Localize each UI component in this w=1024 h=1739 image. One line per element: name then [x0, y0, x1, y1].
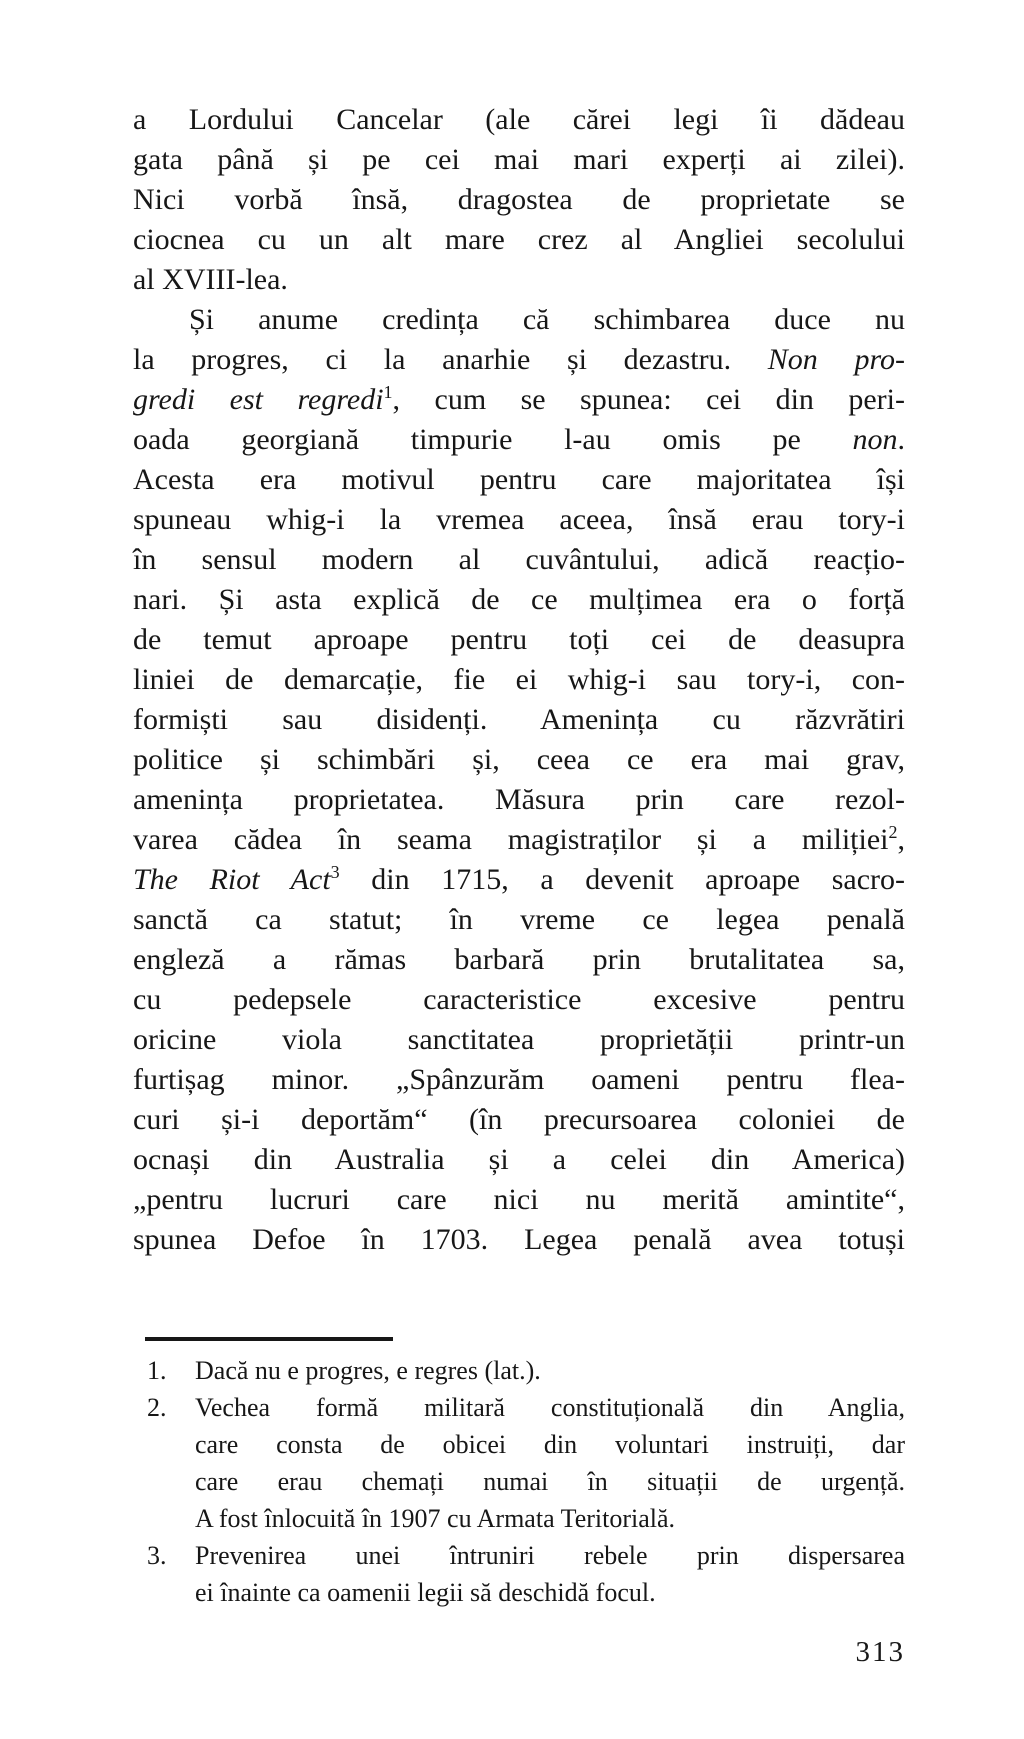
text-segment: oada georgiană timpurie l-au omis pe [133, 423, 853, 456]
text-segment: Nici vorbă însă, dragostea de proprietate se [133, 183, 905, 216]
text-segment: nari. Și asta explică de ce mulțimea era o forță [133, 583, 905, 616]
text-line [133, 500, 905, 540]
text-line [133, 540, 905, 580]
footnote-number: 1. [147, 1356, 167, 1385]
text-line [133, 820, 905, 860]
text-line [133, 860, 905, 900]
text-segment: . [897, 423, 905, 456]
footnote-divider [145, 1337, 393, 1341]
text-line [133, 140, 905, 180]
text-line [133, 380, 905, 420]
text-line [133, 220, 905, 260]
text-line [133, 1180, 905, 1220]
text-segment: la progres, ci la anarhie și dezastru. [133, 343, 768, 376]
footnote-reference: 3 [330, 862, 340, 882]
footnotes [133, 1352, 905, 1611]
italic-text-segment: gredi est regredi [133, 383, 384, 416]
text-segment: Prevenirea unei întruniri rebele prin dispersarea [195, 1541, 905, 1570]
text-segment: ocnași din Australia și a celei din America) [133, 1143, 905, 1176]
footnote [133, 1352, 905, 1389]
text-line [133, 180, 905, 220]
text-line [133, 580, 905, 620]
text-segment: cu pedepsele caracteristice excesive pentru [133, 983, 905, 1016]
text-line [133, 660, 905, 700]
text-segment: sanctă ca statut; în vreme ce legea penală [133, 903, 905, 936]
text-segment: amenința proprietatea. Măsura prin care rezol- [133, 783, 905, 816]
text-line [133, 1060, 905, 1100]
body-text [133, 100, 905, 1260]
text-segment: , cum se spunea: cei din peri- [392, 383, 905, 416]
text-segment: din 1715, a devenit aproape sacro- [339, 863, 905, 896]
italic-text-segment: Non pro- [767, 343, 906, 376]
text-line [133, 700, 905, 740]
text-line [133, 740, 905, 780]
text-segment: care consta de obicei din voluntari instruiți, dar [195, 1430, 905, 1459]
text-segment: Acesta era motivul pentru care majoritatea își [133, 463, 905, 496]
text-segment: spuneau whig-i la vremea aceea, însă erau tory-i [133, 503, 905, 536]
footnote-number: 2. [147, 1393, 167, 1422]
text-line [133, 940, 905, 980]
text-segment: politice și schimbări și, ceea ce era mai grav, [133, 743, 905, 776]
footnote [133, 1537, 905, 1611]
text-segment: care erau chemați numai în situații de urgență. [195, 1467, 905, 1496]
text-line [133, 100, 905, 140]
text-segment: a Lordului Cancelar (ale cărei legi îi dădeau [133, 103, 905, 136]
footnote-line [195, 1574, 905, 1611]
text-line [133, 900, 905, 940]
text-segment: ciocnea cu un alt mare crez al Angliei secolului [133, 223, 905, 256]
text-segment: varea cădea în seama magistraților și a miliției [133, 823, 889, 856]
italic-text-segment: The Riot Act [133, 863, 331, 896]
text-segment: ei înainte ca oamenii legii să deschidă focul. [195, 1578, 656, 1607]
footnote-line [195, 1537, 905, 1574]
footnote-line [195, 1500, 905, 1537]
text-segment: furtișag minor. „Spânzurăm oameni pentru flea- [133, 1063, 905, 1096]
text-line [133, 460, 905, 500]
text-line [133, 620, 905, 660]
text-segment: formiști sau disidenți. Amenința cu răzvrătiri [133, 703, 905, 736]
footnote-reference: 1 [383, 382, 393, 402]
text-segment: Dacă nu e progres, e regres (lat.). [195, 1356, 541, 1385]
italic-text-segment: non [852, 423, 898, 456]
text-line [133, 980, 905, 1020]
text-segment: Vechea formă militară constituțională din Anglia, [195, 1393, 905, 1422]
text-segment: curi și-i deportăm“ (în precursoarea coloniei de [133, 1103, 905, 1136]
text-segment: în sensul modern al cuvântului, adică reacțio- [133, 543, 905, 576]
text-line [133, 1220, 905, 1260]
text-segment: oricine viola sanctitatea proprietății printr-un [133, 1023, 905, 1056]
footnote-line [195, 1352, 905, 1389]
text-line [133, 1140, 905, 1180]
text-segment: engleză a rămas barbară prin brutalitatea sa, [133, 943, 905, 976]
text-line [133, 1100, 905, 1140]
text-segment: A fost înlocuită în 1907 cu Armata Teritorială. [195, 1504, 676, 1533]
footnote-line [195, 1463, 905, 1500]
footnote-line [195, 1389, 905, 1426]
footnote-number: 3. [147, 1541, 167, 1570]
text-segment: liniei de demarcație, fie ei whig-i sau tory-i, con- [133, 663, 905, 696]
footnote-line [195, 1426, 905, 1463]
footnote-reference: 2 [888, 822, 898, 842]
text-segment: al XVIII-lea. [133, 263, 288, 296]
text-segment: „pentru lucruri care nici nu merită amintite“, [133, 1183, 905, 1216]
text-line [133, 340, 905, 380]
footnote [133, 1389, 905, 1537]
text-line [133, 260, 905, 300]
text-segment: Și anume credința că schimbarea duce nu [189, 303, 905, 336]
text-line [133, 420, 905, 460]
text-segment: gata până și pe cei mai mari experți ai zilei). [133, 143, 905, 176]
page-number: 313 [855, 1636, 905, 1668]
text-line [133, 1020, 905, 1060]
text-segment: de temut aproape pentru toți cei de deasupra [133, 623, 905, 656]
text-segment: , [897, 823, 905, 856]
text-line [133, 300, 905, 340]
text-line [133, 780, 905, 820]
text-segment: spunea Defoe în 1703. Legea penală avea totuși [133, 1223, 905, 1256]
